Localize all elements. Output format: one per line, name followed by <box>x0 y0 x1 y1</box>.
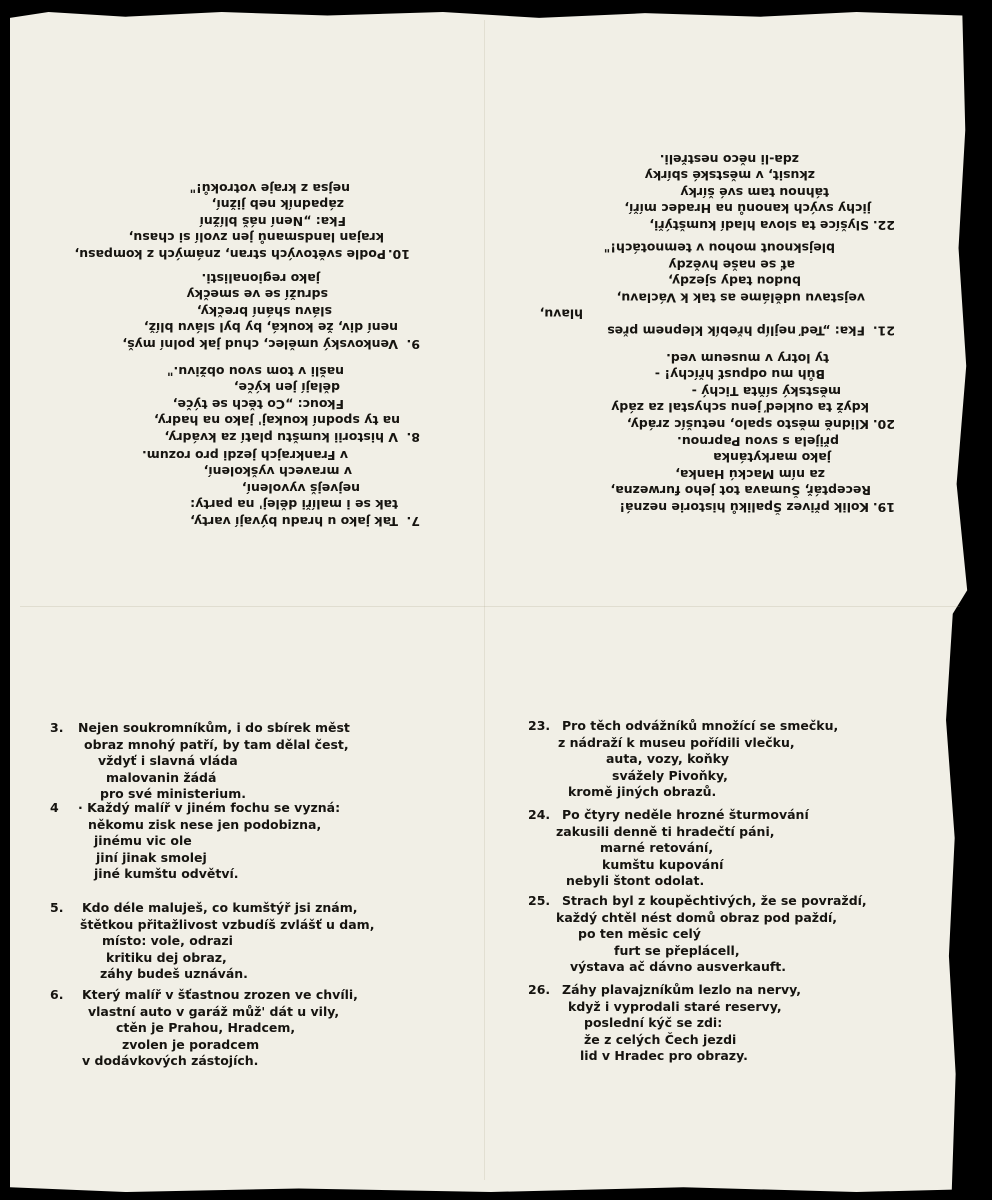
verse-line: Kdo déle maluješ, co kumštýř jsi znám, <box>82 900 358 915</box>
verse-line: V historii kumštu platí za kvádry, <box>164 430 398 445</box>
verse-line: že z celých Čech jezdi <box>584 1031 737 1047</box>
stanza-number: 24. <box>528 807 551 822</box>
verse-line: ctěn je Prahou, Hradcem, <box>116 1020 296 1036</box>
stanza-number: 5. <box>50 900 64 915</box>
verse-line: za ním Mackú Hanka, <box>675 466 825 482</box>
verse-line: dělají jen kýče, <box>233 380 340 396</box>
verse-line: vždyť i slavná vláda <box>98 753 238 769</box>
stanza <box>528 807 928 894</box>
stanza <box>555 345 895 432</box>
verse-line: Pro těch odvážníků množící se smečku, <box>562 718 839 733</box>
verse-line: vejstavu uděláme as tak k Václavu, <box>616 290 865 306</box>
verse-line: Fka: „Není náš blížní <box>199 213 346 229</box>
verse-line: Slyšíce ta slova hladí kumštýři, <box>649 218 869 233</box>
verse-line: jiní jinak smolej <box>96 849 207 865</box>
verse-line: západník neb jižní, <box>211 197 344 213</box>
verse-line: nejsa z kraje votroků!" <box>189 180 350 196</box>
verse-line: z nádraží k museu pořídili vlečku, <box>558 734 795 750</box>
verse-line: záhy budeš uznáván. <box>100 966 248 982</box>
stanza <box>40 358 420 445</box>
horizontal-fold <box>20 606 960 607</box>
verse-line: táhnou tam své šírky <box>680 184 829 200</box>
verse-line: ať se naše hvězdy <box>668 257 795 273</box>
verse-line: zda-li něco nestřeli. <box>659 151 799 167</box>
verse-line: výstava ač dávno ausverkauft. <box>570 959 787 975</box>
verse-line: blejsknout mohou v temnotách!" <box>603 240 835 256</box>
verse-line: budou tady sjezdy, <box>668 273 801 289</box>
stanza-number: 6. <box>50 987 64 1002</box>
verse-line: auta, vozy, koňky <box>606 751 730 767</box>
verse-line: svážely Pivoňky, <box>612 767 728 783</box>
stanza-number: 8. <box>406 430 420 445</box>
verse-line: když ta oukleď jenu schystal za zády <box>611 400 869 416</box>
verse-line: po ten měsic celý <box>578 926 701 942</box>
verse-line: Bůh mu odpusť hříchy! - <box>654 367 825 383</box>
verse-line: nebyli štont odolat. <box>566 873 705 889</box>
verse-line: městský síňta Tichý - <box>691 383 841 399</box>
verse-line: není div, že kouká, by byl slávu blíž, <box>143 320 398 336</box>
verse-line: Strach byl z koupěchtivých, že se povraždí, <box>562 893 867 908</box>
verse-line: tak se i malíři dělej' na party: <box>190 497 398 513</box>
stanza-number: 7. <box>406 514 420 529</box>
stanza <box>528 982 928 1069</box>
stanza <box>50 987 470 1074</box>
verse-line: jinému vic ole <box>94 833 192 849</box>
verse-line: obraz mnohý patří, by tam dělal čest, <box>84 736 349 752</box>
verse-line: v mravech vyškolení, <box>203 464 352 480</box>
verse-line: kumštu kupování <box>602 856 724 872</box>
verse-line: malovanin žádá <box>106 769 217 785</box>
verse-line: místo: vole, odrazi <box>102 933 233 949</box>
stanza <box>40 442 420 529</box>
verse-line: Který malíř v šťastnou zrozen ve chvíli, <box>82 987 358 1002</box>
verse-line: ty lotry v museum ved. <box>666 350 829 366</box>
stanza-number: 25. <box>528 893 551 908</box>
stanza <box>528 893 928 980</box>
stanza-number: 9. <box>406 337 420 352</box>
stanza-number: 23. <box>528 718 551 733</box>
stanza <box>540 235 895 339</box>
verse-line: někomu zisk nese jen podobizna, <box>88 816 322 832</box>
verse-line: kritiku dej obraz, <box>106 949 227 965</box>
vertical-fold <box>484 20 485 1180</box>
stanza <box>50 800 470 887</box>
stanza-number: 10. <box>387 247 410 262</box>
verse-line: jiné kumštu odvětví. <box>94 866 239 882</box>
stanza-number: 4 <box>50 800 59 815</box>
stanza-number: 3. <box>50 720 64 735</box>
verse-line: zakusili denně ti hradečtí páni, <box>556 823 775 839</box>
verse-line: slávu shání brečky, <box>196 303 332 319</box>
verse-line: každý chtěl nést domů obraz pod paždí, <box>556 909 838 925</box>
stanza-number: 20. <box>872 417 895 432</box>
verse-line: v Frankrajch jezdi pro rozum. <box>142 447 348 463</box>
stanza <box>50 720 470 807</box>
verse-line: nejvejš vyvolení, <box>241 480 360 496</box>
verse-line: · Každý malíř v jiném fochu se vyzná: <box>78 800 341 815</box>
verse-line: Po čtyry neděle hrozné šturmování <box>562 807 809 822</box>
verse-line: zkusit, v městské sbírky <box>644 168 815 184</box>
verse-line: Venkovský umělec, chud jak polní myš, <box>122 337 398 352</box>
stanza <box>50 900 470 987</box>
verse-line: když i vyprodali staré reservy, <box>568 998 782 1014</box>
verse-line: štětkou přitažlivost vzbudíš zvlášť u dam, <box>80 916 375 932</box>
verse-line: Receptář, Šumava tot jeho furwezna, <box>610 483 871 499</box>
edge-tear <box>968 1078 978 1088</box>
verse-line: poslední kýč se zdi: <box>584 1015 723 1031</box>
verse-line: jako regionalisti. <box>201 270 320 286</box>
verse-line: zvolen je poradcem <box>122 1036 260 1052</box>
verse-line: Klidně město spalo, netušíc zrády, <box>626 417 869 432</box>
verse-line: lid v Hradec pro obrazy. <box>580 1048 748 1064</box>
verse-line: našli v tom svou obživu." <box>167 363 344 379</box>
verse-line: hlavu, <box>539 307 583 322</box>
verse-line: pro své ministerium. <box>100 786 246 802</box>
stanza-number: 21. <box>872 323 895 339</box>
verse-line: krajan landsmanů jen zvolí si chasu, <box>128 230 384 246</box>
verse-line: jako markytánka <box>713 450 831 466</box>
verse-line: jichy svých kanonů na Hradec míří, <box>624 201 871 217</box>
verse-line: Záhy plavajzníkům lezlo na nervy, <box>562 982 802 997</box>
verse-line: vlastní auto v garáž můž' dát u vily, <box>88 1003 340 1019</box>
verse-line: sdruží se ve smečky <box>186 287 328 303</box>
stanza <box>555 428 895 515</box>
stanza <box>40 265 420 352</box>
verse-line: na ty spodní koukaj' jako na hadry, <box>154 413 400 429</box>
verse-line: v dodávkových zástojích. <box>82 1053 259 1069</box>
stanza <box>20 175 410 262</box>
verse-line: Kolik přivez Špaliků historie nezná! <box>619 500 869 515</box>
verse-line: furt se přeplácell, <box>614 942 740 958</box>
verse-line: Nejen soukromníkům, i do sbírek měst <box>78 720 350 735</box>
stanza-number: 22. <box>872 218 895 233</box>
verse-line: přijela s svou Paprnou. <box>677 433 839 449</box>
verse-line: marné retování, <box>600 840 714 856</box>
edge-tear <box>966 505 980 519</box>
stanza <box>528 718 928 805</box>
stanza-number: 26. <box>528 982 551 997</box>
verse-line: Fka: „Teď nejlíp hřebík klepnem přes <box>607 323 865 339</box>
stanza <box>555 146 895 233</box>
stanza-number: 19. <box>872 500 895 515</box>
verse-line: Tak jako u hradu bývají varty, <box>190 514 398 529</box>
verse-line: Podle světových stran, známých z kompasu, <box>74 247 386 262</box>
verse-line: kromě jiných obrazů. <box>568 784 717 800</box>
verse-line: Fkouc: „Co těch se týče, <box>172 396 344 412</box>
